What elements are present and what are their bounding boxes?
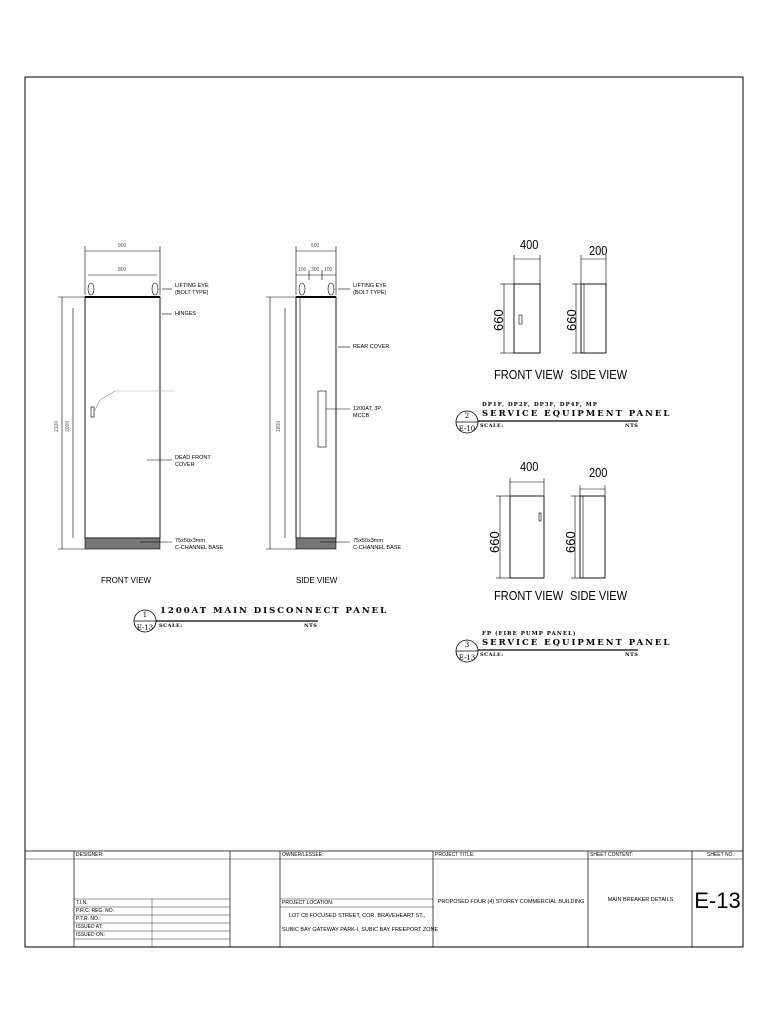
tb-sheet-content: MAIN BREAKER DETAILS bbox=[607, 897, 674, 903]
d1-side-dim-c: 100 bbox=[324, 267, 333, 273]
tb-location-line1: LOT C8 FOCUSED STREET, COR. BRAVEHEART ST., bbox=[288, 913, 426, 919]
d1-side-height: 1800 bbox=[276, 420, 282, 432]
d3-height-front: 660 bbox=[487, 531, 502, 553]
tb-issued-at-label: ISSUED AT: bbox=[76, 924, 103, 930]
d3-depth: 200 bbox=[589, 465, 608, 480]
tb-designer-label: DESIGNER: bbox=[76, 852, 104, 858]
d1-dim-top-inner: 800 bbox=[118, 267, 127, 273]
d1-side-dim-a: 100 bbox=[298, 267, 307, 273]
d2-side-view-label: SIDE VIEW bbox=[570, 367, 628, 382]
d3-subtitle: FP (FIRE PUMP PANEL) bbox=[482, 631, 577, 637]
detail1-side-view bbox=[266, 243, 350, 549]
d2-height-front: 660 bbox=[491, 309, 506, 331]
tb-ptr-label: P.T.R. NO.: bbox=[76, 916, 101, 922]
detail2-drawing bbox=[500, 255, 606, 353]
d1-dim-top-outer: 900 bbox=[118, 243, 127, 249]
tb-sheet-no: E-13 bbox=[694, 888, 741, 913]
tb-tin-label: T.I.N. bbox=[76, 900, 88, 906]
d1-dim-height-inner: 2000 bbox=[65, 420, 71, 432]
tb-project-title: PROPOSED FOUR (4) STOREY COMMERCIAL BUILDING bbox=[437, 899, 585, 905]
d1-title-sheet: E-13 bbox=[136, 624, 154, 632]
tb-sheet-content-label: SHEET CONTENT: bbox=[590, 852, 633, 858]
d2-title-number: 2 bbox=[464, 412, 470, 420]
d2-subtitle: DP1F, DP2F, DP3F, DP4F, MP bbox=[482, 402, 598, 408]
callout-hinges: HINGES bbox=[175, 311, 197, 317]
callout-dead-front: DEAD FRONT COVER bbox=[175, 455, 211, 468]
d3-title-sheet: E-13 bbox=[458, 654, 476, 662]
detail1-front-view bbox=[58, 243, 175, 549]
tb-location-label: PROJECT LOCATION: bbox=[282, 900, 334, 906]
d3-side-view-label: SIDE VIEW bbox=[570, 588, 628, 603]
callout-lifting-eye-side: LIFTING EYE (BOLT TYPE) bbox=[353, 283, 387, 296]
tb-location-line2: SUBIC BAY GATEWAY PARK-I, SUBIC BAY FREEPORT ZONE bbox=[282, 927, 439, 933]
detail3-drawing bbox=[496, 478, 605, 578]
d3-front-view-label: FRONT VIEW bbox=[494, 588, 564, 603]
d3-height-side: 660 bbox=[563, 531, 578, 553]
callout-rear-cover: REAR COVER bbox=[353, 344, 390, 350]
d2-scale-value: NTS bbox=[625, 423, 639, 429]
callout-channel-front: 75x50x3mm C-CHANNEL BASE bbox=[175, 538, 224, 551]
d2-front-view-label: FRONT VIEW bbox=[494, 367, 564, 382]
d2-depth: 200 bbox=[589, 243, 608, 258]
tb-sheet-no-label: SHEET NO.: bbox=[707, 852, 736, 858]
d2-title: SERVICE EQUIPMENT PANEL bbox=[482, 409, 672, 419]
d3-scale-label: SCALE: bbox=[480, 652, 504, 658]
callout-breaker: 1200AT, 3P, MCCB bbox=[353, 406, 382, 419]
sheet-border bbox=[25, 77, 743, 947]
d2-scale-label: SCALE: bbox=[480, 423, 504, 429]
tb-project-title-label: PROJECT TITLE: bbox=[435, 852, 475, 858]
callout-channel-side: 75x50x3mm C-CHANNEL BASE bbox=[353, 538, 402, 551]
d1-scale-label: SCALE: bbox=[159, 623, 183, 629]
d3-title-number: 3 bbox=[464, 641, 470, 649]
d3-title: SERVICE EQUIPMENT PANEL bbox=[482, 638, 672, 648]
d1-scale-value: NTS bbox=[304, 623, 318, 629]
callout-lifting-eye-front: LIFTING EYE (BOLT TYPE) bbox=[175, 283, 209, 296]
d1-title: 1200AT MAIN DISCONNECT PANEL bbox=[160, 606, 389, 616]
d3-scale-value: NTS bbox=[625, 652, 639, 658]
d1-side-dim-b: 300 bbox=[311, 267, 320, 273]
tb-owner-label: OWNER/LESSEE: bbox=[282, 852, 324, 858]
d2-height-side: 660 bbox=[564, 309, 579, 331]
tb-prc-label: P.R.C. REG. NO. bbox=[76, 908, 114, 914]
d1-side-view-label: SIDE VIEW bbox=[296, 576, 338, 585]
d1-front-view-label: FRONT VIEW bbox=[101, 576, 152, 585]
d3-width: 400 bbox=[520, 459, 539, 474]
d2-title-sheet: E-10 bbox=[458, 425, 476, 433]
d1-dim-height-outer: 2100 bbox=[54, 420, 60, 432]
d1-side-dim-outer: 500 bbox=[311, 243, 320, 249]
tb-issued-on-label: ISSUED ON: bbox=[76, 932, 105, 938]
d1-title-number: 1 bbox=[142, 611, 148, 619]
d2-width: 400 bbox=[520, 237, 539, 252]
